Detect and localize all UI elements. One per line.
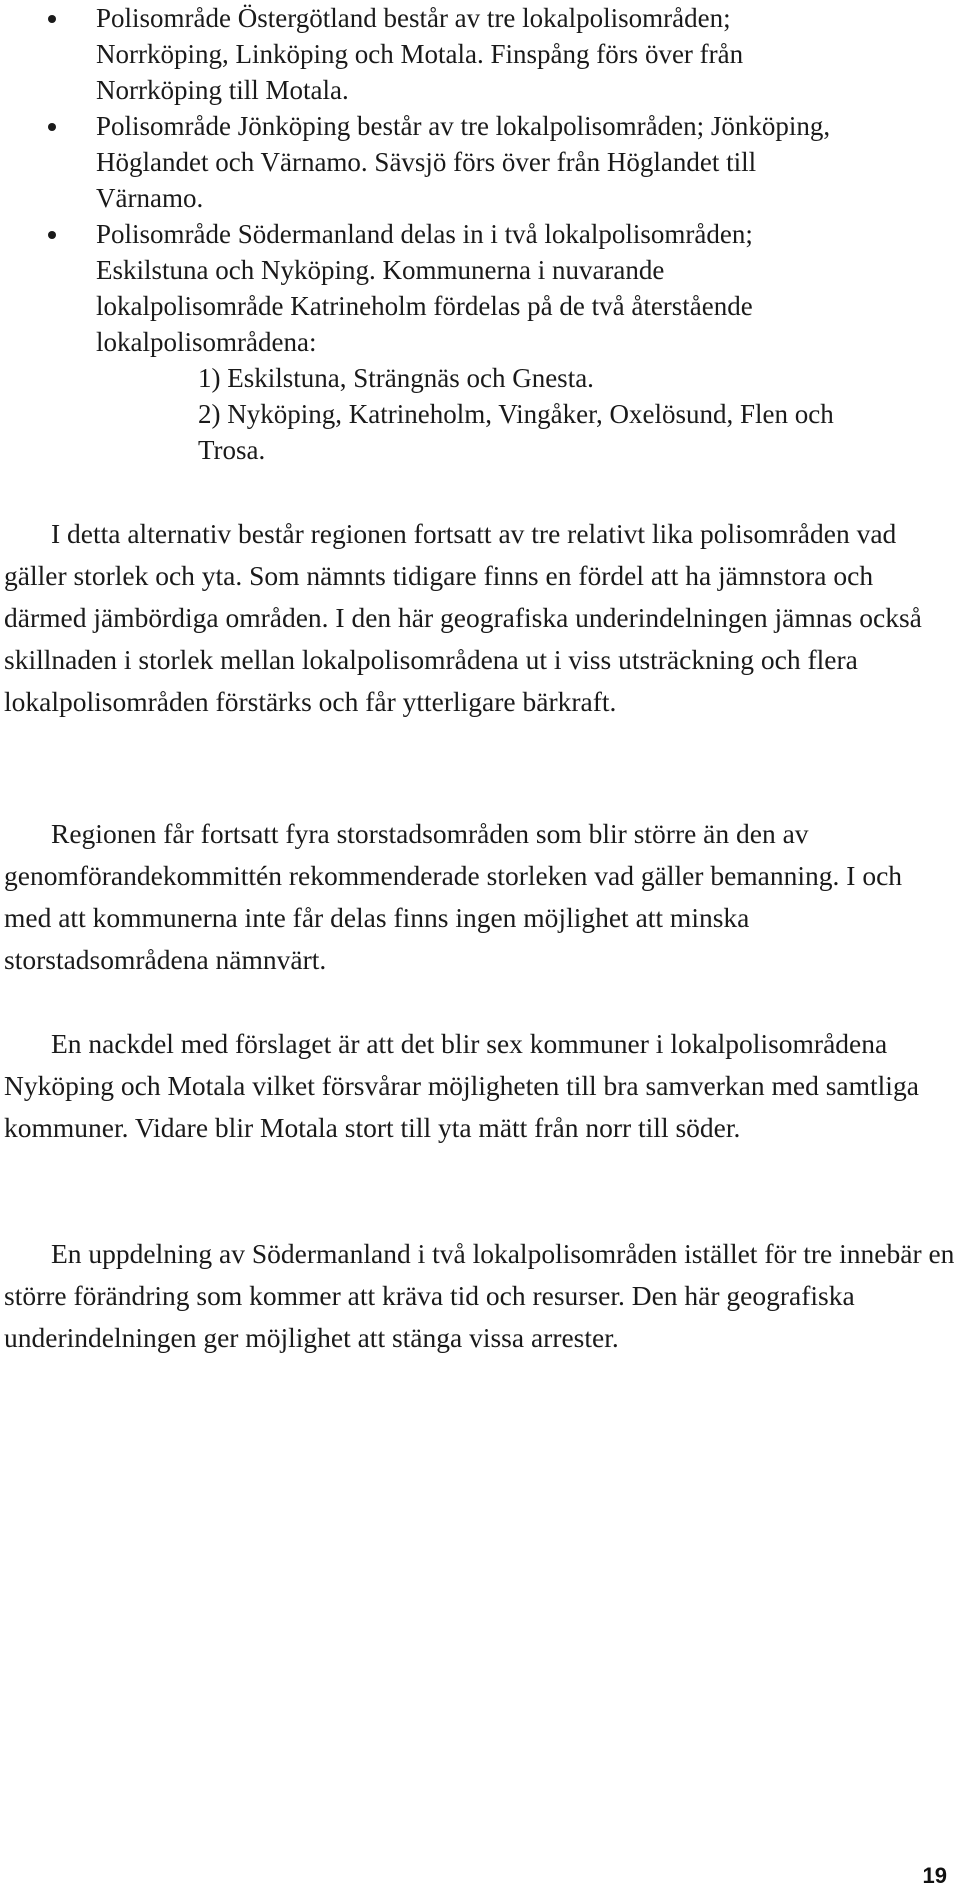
- body-paragraph: En nackdel med förslaget är att det blir sex kommuner i lokalpolisområdena Nyköping och Motala vilket försvårar möjligheten till bra samverkan med samtliga kommuner. Vidare blir Motala stort till yta mätt från norr till söder.: [4, 1028, 919, 1143]
- bullet-line: Norrköping till Motala.: [96, 75, 349, 105]
- bullet-line: Polisområde Jönköping består av tre lokalpolisområden; Jönköping,: [96, 111, 831, 141]
- bullet-icon: [48, 231, 56, 239]
- sub-item-nykoping: 2) Nyköping, Katrineholm, Vingåker, Oxelösund, Flen och: [198, 399, 834, 429]
- bullet-icon: [48, 123, 56, 131]
- bullet-list: [0, 0, 960, 468]
- bullet-item-sodermanland: [0, 216, 936, 468]
- body-paragraph: Regionen får fortsatt fyra storstadsområden som blir större än den av genomförandekommittén rekommenderade storleken vad gäller bemanning. I och med att kommunerna inte får delas finns ingen möjlighet att minska storstadsområdena nämnvärt.: [4, 818, 903, 975]
- bullet-line: Höglandet och Värnamo. Sävsjö förs över från Höglandet till: [96, 147, 757, 177]
- bullet-line: Polisområde Östergötland består av tre lokalpolisområden;: [96, 3, 731, 33]
- bullet-icon: [48, 15, 56, 23]
- bullet-item-jonkoping: [0, 108, 936, 216]
- sub-item-nykoping-continued: Trosa.: [198, 435, 266, 465]
- body-paragraph: I detta alternativ består regionen fortsatt av tre relativt lika polisområden vad gäller storlek och yta. Som nämnts tidigare finns en fördel att ha jämnstora och därmed jämbördiga områden. I den här geografiska underindelningen jämnas också skillnaden i storlek mellan lokalpolisområdena ut i viss utsträckning och flera lokalpolisområden förstärks och får ytterligare bärkraft.: [4, 518, 922, 717]
- bullet-line: Polisområde Södermanland delas in i två lokalpolisområden;: [96, 219, 753, 249]
- bullet-item-ostergotland: [0, 0, 936, 108]
- bullet-line: lokalpolisområde Katrineholm fördelas på de två återstående: [96, 291, 753, 321]
- sub-item-eskilstuna: 1) Eskilstuna, Strängnäs och Gnesta.: [198, 363, 594, 393]
- bullet-line: Norrköping, Linköping och Motala. Finspång förs över från: [96, 39, 744, 69]
- bullet-line: Värnamo.: [96, 183, 204, 213]
- bullet-line: lokalpolisområdena:: [96, 327, 317, 357]
- body-paragraph: En uppdelning av Södermanland i två lokalpolisområden istället för tre innebär en större förändring som kommer att kräva tid och resurser. Den här geografiska underindelningen ger möjlighet att stänga vissa arrester.: [4, 1238, 955, 1353]
- bullet-line: Eskilstuna och Nyköping. Kommunerna i nuvarande: [96, 255, 665, 285]
- page-number: 19: [922, 1863, 947, 1888]
